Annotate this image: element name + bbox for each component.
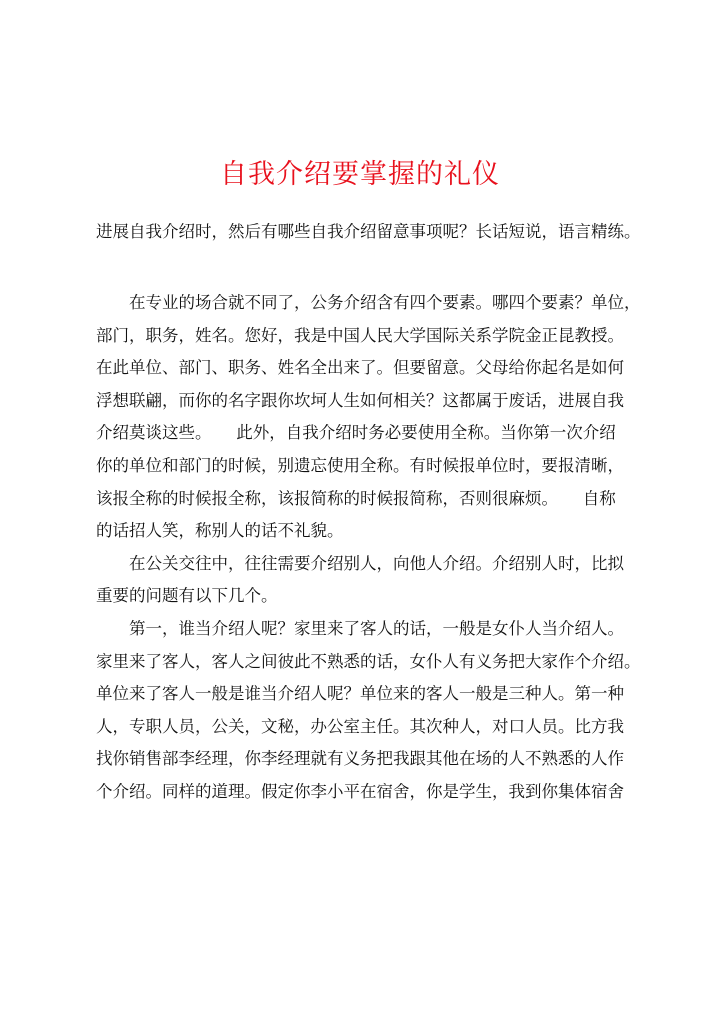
document-body [96, 287, 641, 809]
text-line: 找你销售部李经理，你李经理就有义务把我跟其他在场的人不熟悉的人作 [96, 749, 624, 769]
body-paragraph [96, 287, 641, 548]
text-line: 人，专职人员，公关，文秘，办公室主任。其次种人，对口人员。比方我 [96, 716, 624, 736]
text-line: 在此单位、部门、职务、姓名全出来了。但要留意。父母给你起名是如何 [96, 358, 624, 378]
text-line: 的话招人笑，称别人的话不礼貌。 [96, 521, 344, 541]
text-line: 在公关交往中，往往需要介绍别人，向他人介绍。介绍别人时，比拟 [129, 553, 624, 573]
text-line: 部门，职务，姓名。您好，我是中国人民大学国际关系学院金正昆教授。 [96, 325, 624, 345]
text-line: 介绍莫谈这些。 此外，自我介绍时务必要使用全称。当你第一次介绍 [96, 423, 616, 443]
text-line: 第一，谁当介绍人呢？家里来了客人的话，一般是女仆人当介绍人。 [129, 618, 624, 638]
text-line: 重要的问题有以下几个。 [96, 586, 278, 606]
text-line: 在专业的场合就不同了，公务介绍含有四个要素。哪四个要素？单位， [129, 293, 641, 312]
text-line: 单位来了客人一般是谁当介绍人呢？单位来的客人一般是三种人。第一种 [96, 684, 624, 704]
body-paragraph [96, 548, 636, 613]
body-paragraph [96, 613, 641, 809]
intro-paragraph: 进展自我介绍时，然后有哪些自我介绍留意事项呢？长话短说，语言精练。 [96, 222, 641, 241]
text-line: 浮想联翩，而你的名字跟你坎坷人生如何相关？这都属于废话，进展自我 [96, 390, 624, 410]
text-line: 家里来了客人，客人之间彼此不熟悉的话，女仆人有义务把大家作个介绍。 [96, 651, 641, 671]
text-line: 个介绍。同样的道理。假定你李小平在宿舍，你是学生，我到你集体宿舍 [96, 781, 624, 801]
document-title: 自我介绍要掌握的礼仪 [220, 159, 500, 190]
text-line: 该报全称的时候报全称，该报简称的时候报简称，否则很麻烦。 自称 [96, 488, 616, 508]
text-line: 你的单位和部门的时候，别遗忘使用全称。有时候报单位时，要报清晰， [96, 455, 624, 475]
